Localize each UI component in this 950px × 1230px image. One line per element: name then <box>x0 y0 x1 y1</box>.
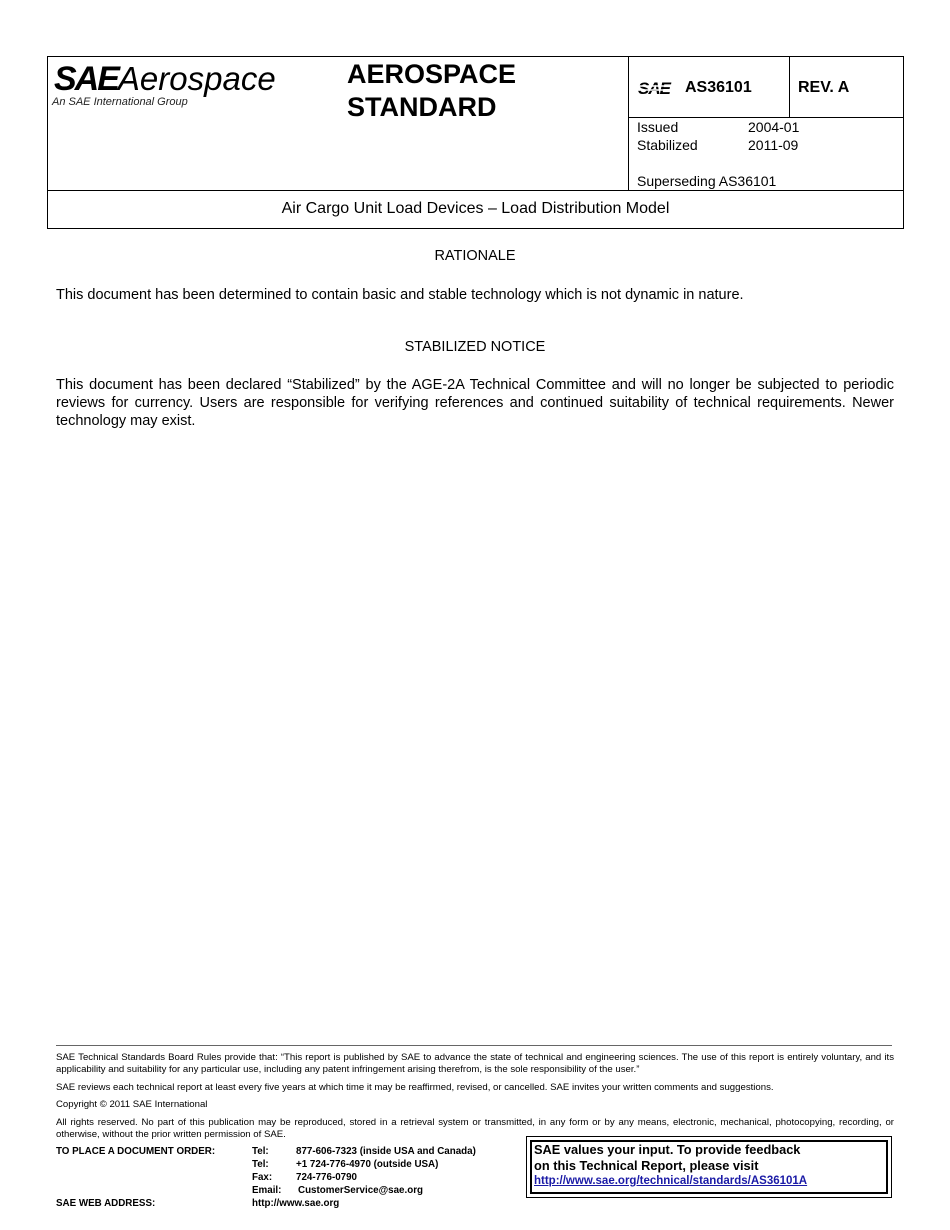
superseding-note: Superseding AS36101 <box>637 173 777 189</box>
footer-divider <box>56 1045 892 1046</box>
header-divider <box>628 56 629 191</box>
feedback-line: on this Technical Report, please visit <box>534 1158 759 1173</box>
web-address-label: SAE WEB ADDRESS: <box>56 1198 156 1209</box>
header-divider <box>628 117 904 118</box>
contact-value: 724-776-0790 <box>296 1172 358 1183</box>
rights-text: All rights reserved. No part of this publication may be reproduced, stored in a retrieval system or transmitted, in any form or by any means, electronic, mechanical, photocopying, recording, or otherwise, without the prior written permission of SAE. <box>56 1117 894 1140</box>
contact-email-link[interactable]: CustomerService@sae.org <box>298 1185 423 1196</box>
order-label: TO PLACE A DOCUMENT ORDER: <box>56 1146 216 1157</box>
contact-label: Fax: <box>252 1172 273 1183</box>
standard-title-line2: STANDARD <box>347 92 497 122</box>
contact-value: +1 724-776-4970 (outside USA) <box>296 1159 439 1170</box>
board-rules-text: SAE Technical Standards Board Rules provide that: “This report is published by SAE to advance the state of technical and engineering sciences. The use of this report is entirely voluntary, and its applicability and suitability for any particular use, including any patent infringement arising therefrom, is the sole responsibility of the user.” <box>56 1052 894 1075</box>
header-divider <box>47 190 904 191</box>
rationale-paragraph: This document has been determined to contain basic and stable technology which is not dynamic in nature. <box>56 287 744 303</box>
contact-label: Tel: <box>252 1159 269 1170</box>
issued-date: 2004-01 <box>748 119 800 135</box>
contact-label: Tel: <box>252 1146 269 1157</box>
contact-value: 877-606-7323 (inside USA and Canada) <box>296 1146 476 1157</box>
stabilized-date: 2011-09 <box>748 137 799 153</box>
copyright-text: Copyright © 2011 SAE International <box>56 1099 208 1110</box>
feedback-message <box>534 1142 800 1174</box>
standard-title-line1: AEROSPACE <box>347 59 517 89</box>
revision-label: REV. A <box>798 79 850 96</box>
stabilized-notice-heading: STABILIZED NOTICE <box>404 339 546 355</box>
standard-type-title <box>347 58 516 124</box>
sae-mark-icon <box>638 78 676 98</box>
logo-sae-text: SAE <box>54 60 118 98</box>
document-number: AS36101 <box>685 79 752 96</box>
stabilized-notice-paragraph: This document has been declared “Stabilized” by the AGE-2A Technical Committee and will no longer be subjected to periodic reviews for currency. Users are responsible for verifying references and continued suitability of technical requirements. Newer technology may exist. <box>56 377 894 429</box>
document-title: Air Cargo Unit Load Devices – Load Distribution Model <box>281 200 670 217</box>
feedback-url-link[interactable]: http://www.sae.org/technical/standards/AS36101A <box>534 1175 808 1187</box>
header-divider <box>789 56 790 118</box>
stabilized-label: Stabilized <box>637 137 698 153</box>
feedback-line: SAE values your input. To provide feedback <box>534 1142 801 1157</box>
svg-text:SAE: SAE <box>638 79 670 98</box>
contact-label: Email: <box>252 1185 282 1196</box>
issued-label: Issued <box>637 119 679 135</box>
web-address-link[interactable]: http://www.sae.org <box>252 1198 340 1209</box>
logo-tagline: An SAE International Group <box>52 96 188 108</box>
rationale-heading: RATIONALE <box>434 248 516 264</box>
logo-aerospace-text: Aerospace <box>117 60 276 97</box>
review-note-text: SAE reviews each technical report at least every five years at which time it may be reaffirmed, revised, or cancelled. SAE invites your written comments and suggestions. <box>56 1082 774 1093</box>
